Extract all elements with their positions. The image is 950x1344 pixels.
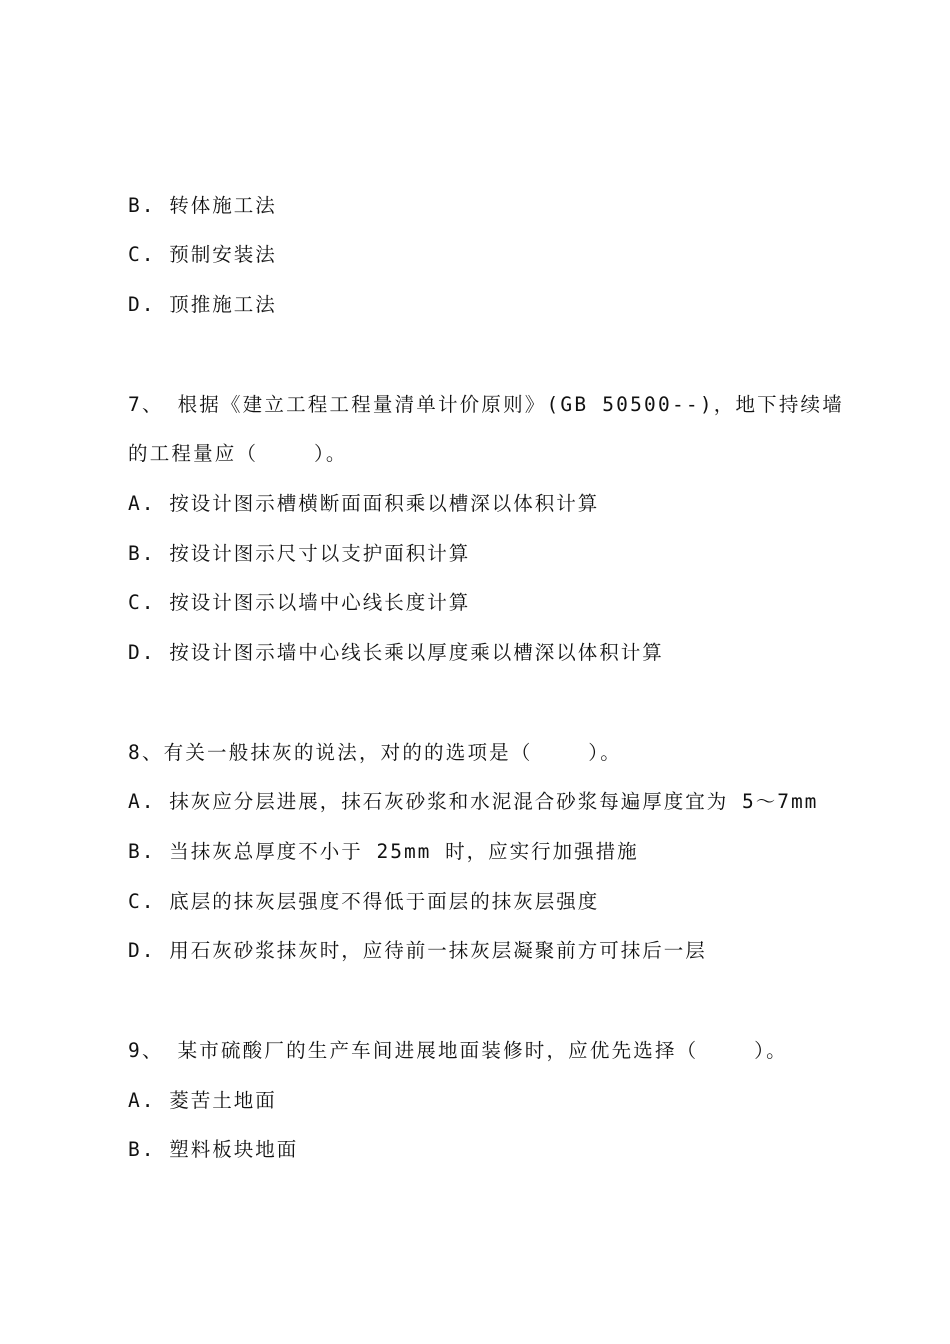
q9-option-b: B. 塑料板块地面 [128, 1138, 299, 1161]
q7-option-c: C. 按设计图示以墙中心线长度计算 [128, 591, 471, 614]
q6-option-b: B. 转体施工法 [128, 194, 277, 217]
q8-option-c: C. 底层的抹灰层强度不得低于面层的抹灰层强度 [128, 890, 600, 913]
q6-option-c: C. 预制安装法 [128, 243, 277, 266]
q7-stem-line-2: 的工程量应（ ）。 [128, 442, 348, 465]
q7-option-a: A. 按设计图示槽横断面面积乘以槽深以体积计算 [128, 492, 600, 515]
q7-option-b: B. 按设计图示尺寸以支护面积计算 [128, 542, 471, 565]
q7-stem-line-1: 7、 根据《建立工程工程量清单计价原则》(GB 50500--)，地下持续墙 [128, 393, 844, 416]
q7-option-d: D. 按设计图示墙中心线长乘以厚度乘以槽深以体积计算 [128, 641, 664, 664]
q8-option-b: B. 当抹灰总厚度不小于 25mm 时，应实行加强措施 [128, 840, 639, 863]
q8-stem: 8、有关一般抹灰的说法，对的的选项是（ ）。 [128, 741, 622, 764]
q8-option-d: D. 用石灰砂浆抹灰时，应待前一抹灰层凝聚前方可抹后一层 [128, 939, 707, 962]
q9-stem: 9、 某市硫酸厂的生产车间进展地面装修时，应优先选择（ ）。 [128, 1039, 788, 1062]
q8-option-a: A. 抹灰应分层进展，抹石灰砂浆和水泥混合砂浆每遍厚度宜为 5～7mm [128, 790, 819, 813]
q9-option-a: A. 菱苦土地面 [128, 1089, 277, 1112]
q6-option-d: D. 顶推施工法 [128, 293, 277, 316]
